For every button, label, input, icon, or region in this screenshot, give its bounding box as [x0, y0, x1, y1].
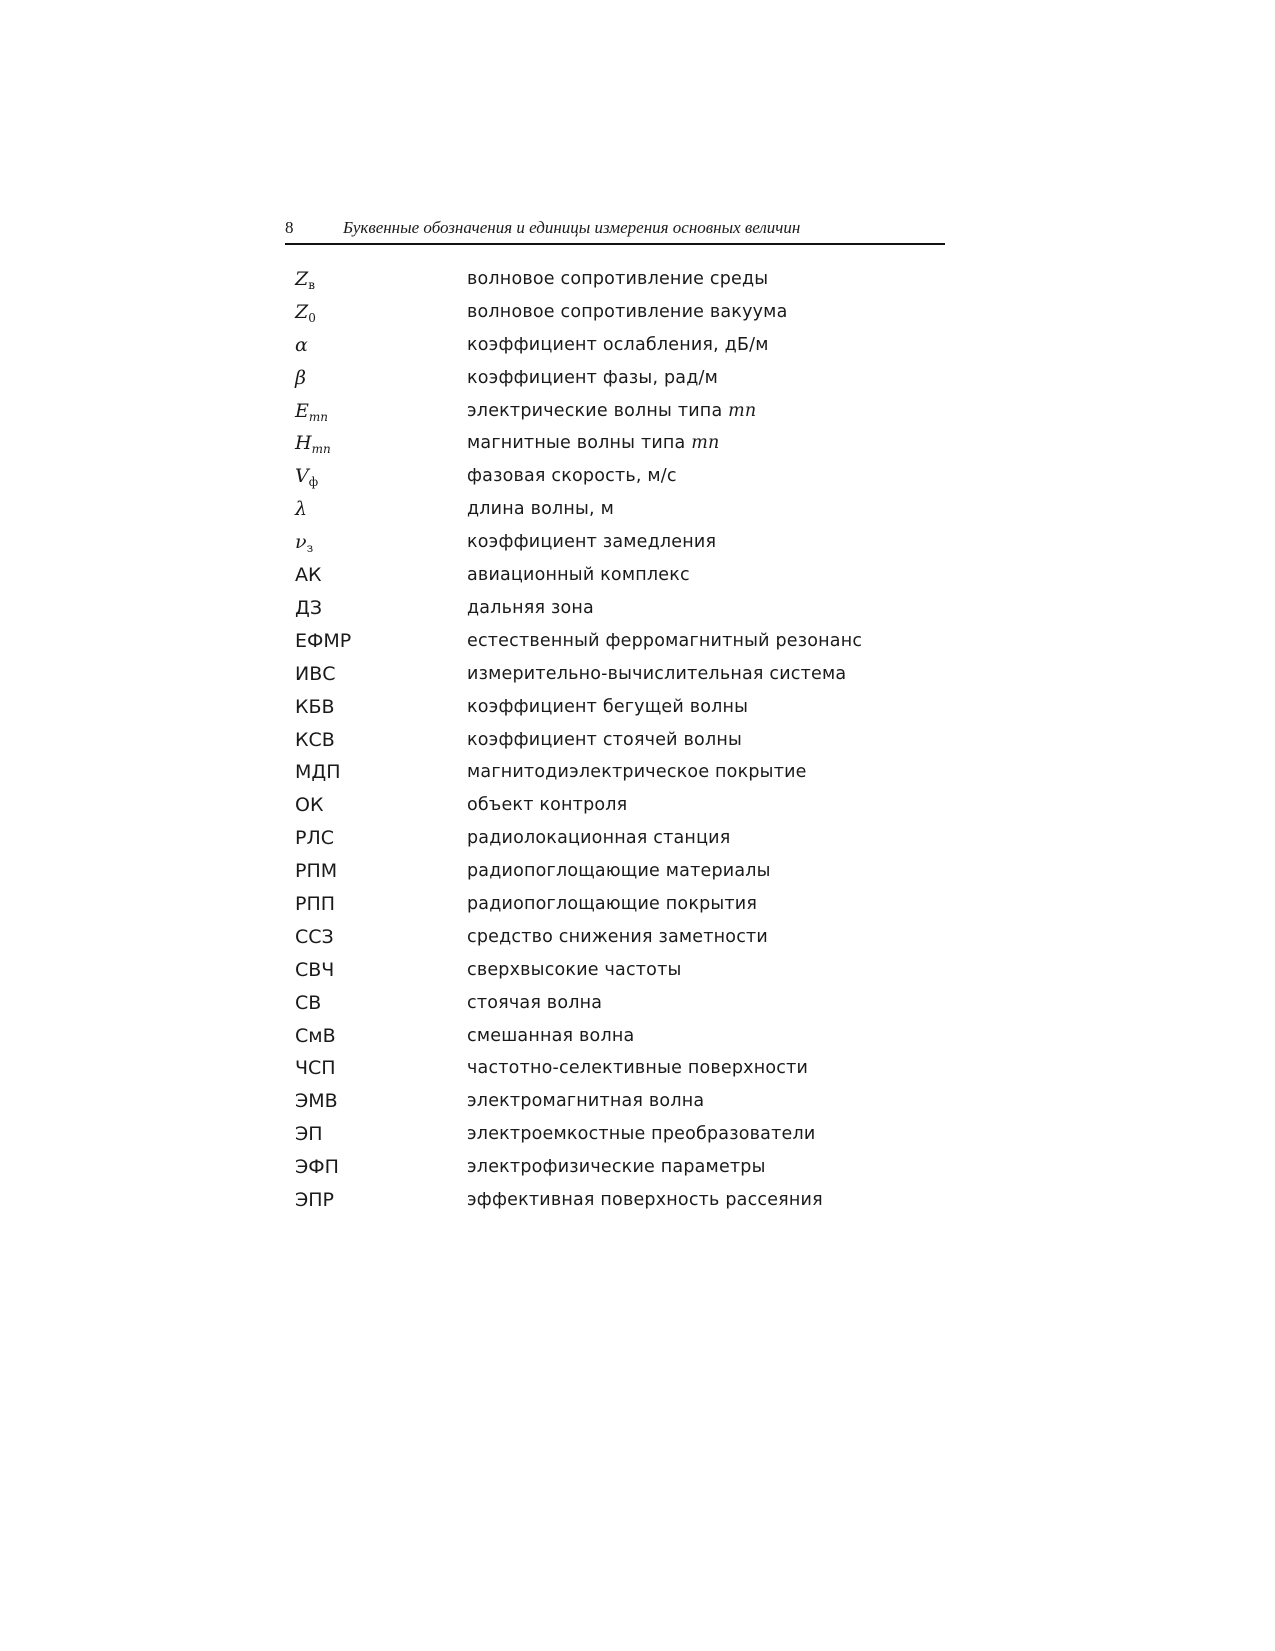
- abbreviation: ДЗ: [295, 596, 323, 619]
- list-item: [295, 1020, 945, 1053]
- list-item: [295, 493, 945, 526]
- symbol-description: волновое сопротивление вакуума: [467, 301, 788, 322]
- list-item: [295, 526, 945, 559]
- list-item: [295, 691, 945, 724]
- abbreviation: ЧСП: [295, 1057, 336, 1080]
- symbol: $Z_0$: [295, 300, 316, 325]
- abbreviation-description: радиопоглощающие покрытия: [467, 894, 758, 914]
- page-number: 8: [285, 218, 294, 237]
- list-item: [295, 789, 945, 822]
- list-item: [295, 954, 945, 987]
- abbreviation: ЭП: [295, 1123, 323, 1146]
- list-item: [295, 263, 945, 296]
- abbreviation: ССЗ: [295, 925, 334, 948]
- abbreviation-description: авиационный комплекс: [467, 565, 690, 586]
- abbreviation: АК: [295, 564, 322, 587]
- abbreviation: СмВ: [295, 1024, 336, 1047]
- symbol-description: электрические волны типа mn: [467, 400, 757, 421]
- abbreviation: КБВ: [295, 695, 335, 718]
- abbreviation: КСВ: [295, 728, 335, 751]
- running-title: Буквенные обозначения и единицы измерения основных величин: [343, 218, 801, 237]
- abbreviation-description: радиолокационная станция: [467, 828, 731, 849]
- list-item: [295, 987, 945, 1020]
- abbreviation: ИВС: [295, 662, 336, 685]
- abbreviation-description: стоячая волна: [467, 992, 603, 1013]
- symbol-description: коэффициент ослабления, дБ/м: [467, 334, 769, 355]
- symbol-description: длина волны, м: [467, 499, 614, 520]
- list-item: [295, 1118, 945, 1151]
- abbreviation-description: сверхвысокие частоты: [467, 959, 682, 980]
- abbreviation: ЭПР: [295, 1189, 335, 1212]
- list-item: [295, 1184, 945, 1217]
- abbreviation: МДП: [295, 761, 341, 784]
- abbreviation: РЛС: [295, 827, 335, 850]
- list-item: [295, 1052, 945, 1085]
- abbreviation-description: магнитодиэлектрическое покрытие: [467, 762, 807, 783]
- list-item: [295, 756, 945, 789]
- list-item: [295, 921, 945, 954]
- list-item: [295, 559, 945, 592]
- abbreviation-description: дальняя зона: [467, 597, 594, 618]
- abbreviation: ЭФП: [295, 1156, 339, 1179]
- list-item: [295, 296, 945, 329]
- symbol-description: магнитные волны типа mn: [467, 433, 720, 454]
- symbol: $E_{mn}$: [295, 399, 328, 424]
- abbreviation: СВ: [295, 991, 322, 1014]
- list-item: [295, 724, 945, 757]
- symbol: $H_{mn}$: [295, 432, 331, 457]
- list-item: [295, 362, 945, 395]
- abbreviation: РПП: [295, 893, 336, 915]
- abbreviation-description: радиопоглощающие материалы: [467, 861, 771, 882]
- symbol: $V_ф$: [295, 465, 319, 490]
- symbol-description: волновое сопротивление среды: [467, 269, 769, 289]
- abbreviation-description: электромагнитная волна: [467, 1091, 705, 1112]
- symbol: α: [295, 333, 308, 356]
- list-item: [295, 888, 945, 921]
- abbreviation: ЭМВ: [295, 1090, 338, 1113]
- abbreviation-description: эффективная поверхность рассеяния: [467, 1190, 823, 1211]
- abbreviation: ЕФМР: [295, 629, 352, 652]
- symbol: β: [295, 366, 306, 389]
- abbreviation-description: частотно-селективные поверхности: [467, 1058, 809, 1079]
- symbol-description: фазовая скорость, м/с: [467, 466, 677, 487]
- symbol-description: коэффициент фазы, рад/м: [467, 367, 718, 388]
- abbreviation-description: смешанная волна: [467, 1025, 635, 1046]
- symbol-description: коэффициент замедления: [467, 532, 717, 553]
- list-item: [295, 329, 945, 362]
- abbreviation-description: коэффициент стоячей волны: [467, 729, 742, 750]
- abbreviation-description: коэффициент бегущей волны: [467, 696, 749, 717]
- abbreviation-description: электроемкостные преобразователи: [467, 1124, 816, 1145]
- list-item: [295, 658, 945, 691]
- abbreviation: РПМ: [295, 860, 338, 883]
- abbreviation: ОК: [295, 794, 324, 817]
- list-item: [295, 460, 945, 493]
- abbreviation-description: средство снижения заметности: [467, 926, 768, 947]
- abbreviation: СВЧ: [295, 958, 335, 981]
- list-item: [295, 427, 945, 460]
- list-item: [295, 822, 945, 855]
- list-item: [295, 855, 945, 888]
- abbreviation-list: [295, 263, 945, 559]
- list-item: [295, 592, 945, 625]
- abbreviation-description: естественный ферромагнитный резонанс: [467, 630, 863, 651]
- abbreviation-list-acronyms: [295, 559, 945, 1217]
- list-item: [295, 1151, 945, 1184]
- abbreviation-description: объект контроля: [467, 795, 628, 816]
- symbol: $\nu_з$: [295, 531, 314, 556]
- abbreviation-description: электрофизические параметры: [467, 1157, 766, 1178]
- symbol: λ: [295, 498, 308, 521]
- list-item: [295, 625, 945, 658]
- page-header: [285, 217, 945, 245]
- list-item: [295, 1085, 945, 1118]
- symbol: $Z_в$: [295, 268, 315, 292]
- abbreviation-description: измерительно-вычислительная система: [467, 663, 847, 684]
- list-item: [295, 395, 945, 428]
